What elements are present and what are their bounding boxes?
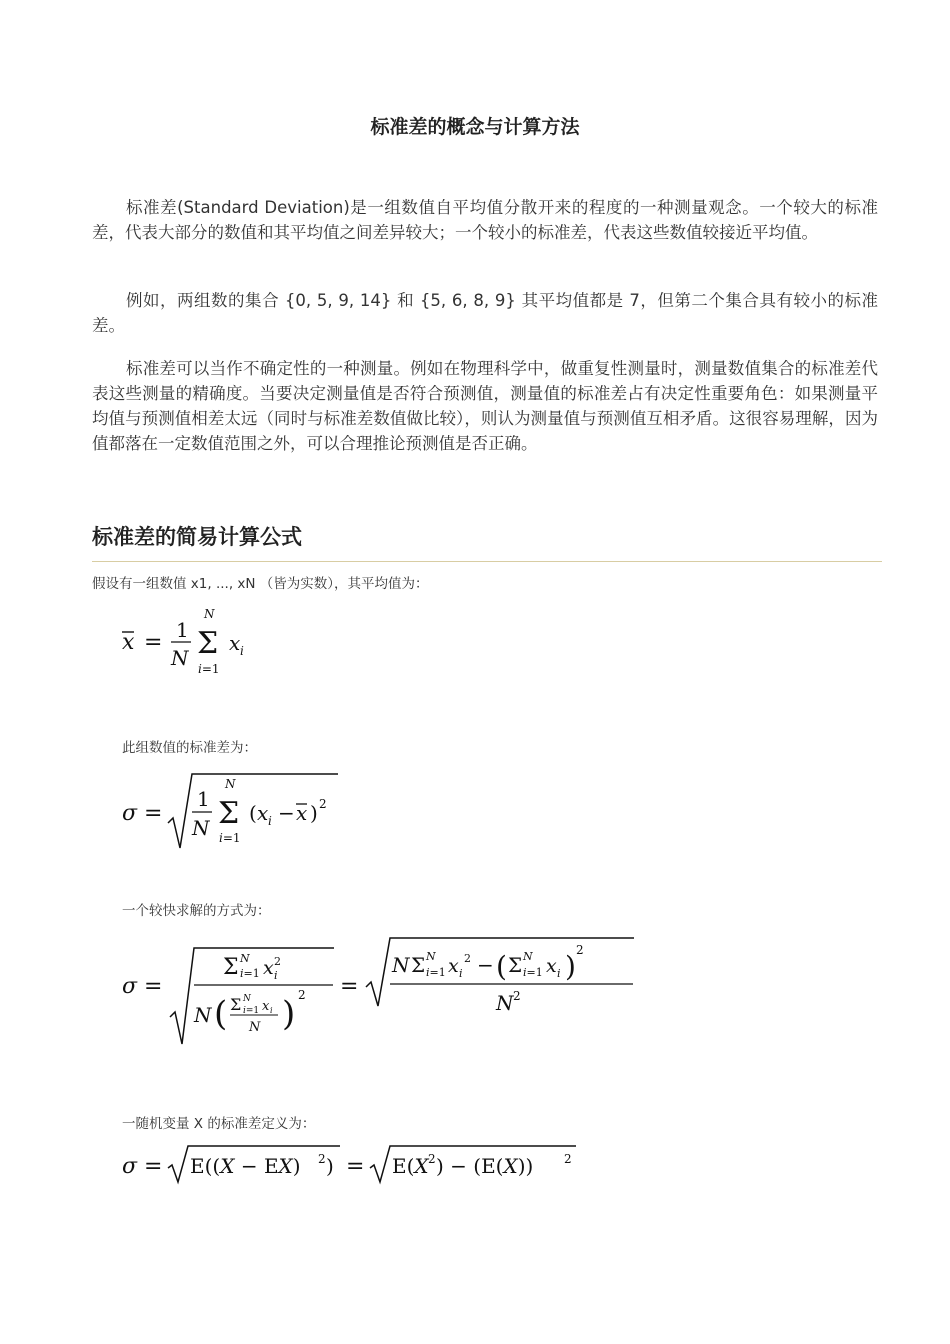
paragraph-uncertainty: 标准差可以当作不确定性的一种测量。例如在物理科学中，做重复性测量时，测量数值集合的标准差代表这些测量的精确度。当要决定测量值是否符合预测值，测量值的标准差占有决定性重要角色：如果测量平均值与预测值相差太远（同时与标准差数值做比较），则认为测量值与预测值互相矛盾。这很容易理解，因为值都落在一定数值范围之外，可以合理推论预测值是否正确。: [92, 359, 878, 453]
svg-text:): ): [565, 950, 576, 983]
svg-text:N: N: [392, 953, 410, 977]
svg-text:Σ: Σ: [508, 953, 523, 977]
svg-text:i: i: [240, 644, 244, 658]
svg-text:i: i: [270, 1006, 273, 1015]
svg-text:N: N: [192, 816, 210, 840]
svg-text:=: =: [340, 974, 359, 999]
svg-text:(: (: [496, 950, 507, 983]
svg-text:E((X − EX): E((X − EX): [190, 1154, 301, 1178]
svg-text:): ): [326, 1154, 334, 1178]
svg-text:N: N: [243, 994, 251, 1004]
svg-text:=: =: [144, 801, 163, 826]
svg-text:=: =: [144, 1154, 163, 1179]
svg-text:=: =: [144, 974, 163, 999]
paragraph-example: 例如，两组数的集合 {0, 5, 9, 14} 和 {5, 6, 8, 9} 其平均值都是 7，但第二个集合具有较小的标准差。: [92, 291, 878, 335]
svg-text:x: x: [296, 801, 308, 825]
svg-text:) − (E(X)): ) − (E(X)): [436, 1154, 534, 1178]
formula-mean: [118, 605, 278, 680]
svg-text:1: 1: [176, 618, 189, 642]
svg-text:Σ: Σ: [197, 626, 219, 661]
svg-text:N: N: [249, 1020, 261, 1035]
svg-text:x: x: [546, 955, 557, 977]
paragraph-definition: 标准差(Standard Deviation)是一组数值自平均值分散开来的程度的一种测量观念。一个较大的标准差，代表大部分的数值和其平均值之间差异较大；一个较小的标准差，代表这些数值较接近平均值。: [92, 198, 878, 242]
section-divider: [92, 561, 882, 562]
svg-text:i=1: i=1: [523, 966, 543, 979]
section-heading: 标准差的简易计算公式: [92, 525, 302, 549]
svg-text:N: N: [426, 950, 436, 963]
svg-text:x: x: [263, 957, 274, 979]
svg-text:2: 2: [428, 1152, 436, 1166]
svg-text:2: 2: [464, 952, 471, 965]
svg-text:σ: σ: [122, 974, 138, 999]
svg-text:i: i: [459, 967, 463, 980]
svg-text:=: =: [346, 1154, 365, 1179]
svg-text:i=1: i=1: [240, 967, 260, 980]
svg-text:x: x: [257, 801, 269, 825]
note-fast: 一个较快求解的方式为：: [122, 903, 271, 919]
svg-text:N: N: [225, 777, 236, 791]
svg-text:i=1: i=1: [219, 831, 241, 845]
svg-text:x: x: [229, 631, 241, 655]
svg-text:2: 2: [576, 943, 584, 957]
note-random-variable: 一随机变量 X 的标准差定义为：: [122, 1116, 316, 1132]
svg-text:−: −: [278, 801, 295, 825]
svg-text:2: 2: [318, 1152, 326, 1166]
svg-text:x: x: [262, 999, 270, 1014]
svg-text:σ: σ: [122, 801, 138, 826]
svg-text:−: −: [477, 953, 494, 977]
svg-text:(: (: [214, 994, 228, 1034]
svg-text:N: N: [204, 607, 215, 621]
svg-text:N: N: [523, 950, 533, 963]
svg-text:=: =: [144, 630, 163, 655]
svg-text:2: 2: [298, 988, 306, 1002]
svg-text:N: N: [194, 1003, 212, 1027]
svg-text:Σ: Σ: [218, 796, 240, 831]
svg-text:i: i: [274, 969, 278, 982]
svg-text:(: (: [249, 801, 257, 825]
svg-text:i: i: [268, 814, 272, 828]
note-mean: 假设有一组数值 x1, ..., xN （皆为实数），其平均值为：: [92, 576, 429, 592]
formula-fast: [118, 932, 648, 1047]
svg-text:): ): [282, 994, 296, 1034]
svg-text:i: i: [557, 967, 561, 980]
svg-text:Σ: Σ: [411, 953, 426, 977]
svg-text:N: N: [171, 646, 189, 670]
page-title: 标准差的概念与计算方法: [370, 116, 580, 138]
note-std: 此组数值的标准差为：: [122, 740, 257, 756]
svg-text:i=1: i=1: [243, 1006, 260, 1016]
svg-text:1: 1: [197, 787, 210, 811]
svg-text:2: 2: [319, 797, 327, 811]
svg-text:x: x: [448, 955, 459, 977]
svg-text:E(X: E(X: [392, 1154, 429, 1178]
formula-random-variable: [118, 1140, 588, 1188]
svg-text:i=1: i=1: [426, 966, 446, 979]
svg-text:): ): [310, 801, 318, 825]
svg-text:2: 2: [274, 955, 281, 968]
svg-text:x: x: [122, 630, 135, 655]
svg-text:N: N: [240, 952, 250, 965]
svg-text:2: 2: [513, 989, 521, 1003]
svg-text:i=1: i=1: [198, 662, 220, 676]
formula-std: [118, 768, 358, 853]
svg-text:Σ: Σ: [230, 995, 242, 1014]
svg-text:2: 2: [564, 1152, 572, 1166]
svg-text:σ: σ: [122, 1154, 138, 1179]
svg-text:N: N: [496, 991, 514, 1015]
svg-text:Σ: Σ: [223, 955, 239, 980]
